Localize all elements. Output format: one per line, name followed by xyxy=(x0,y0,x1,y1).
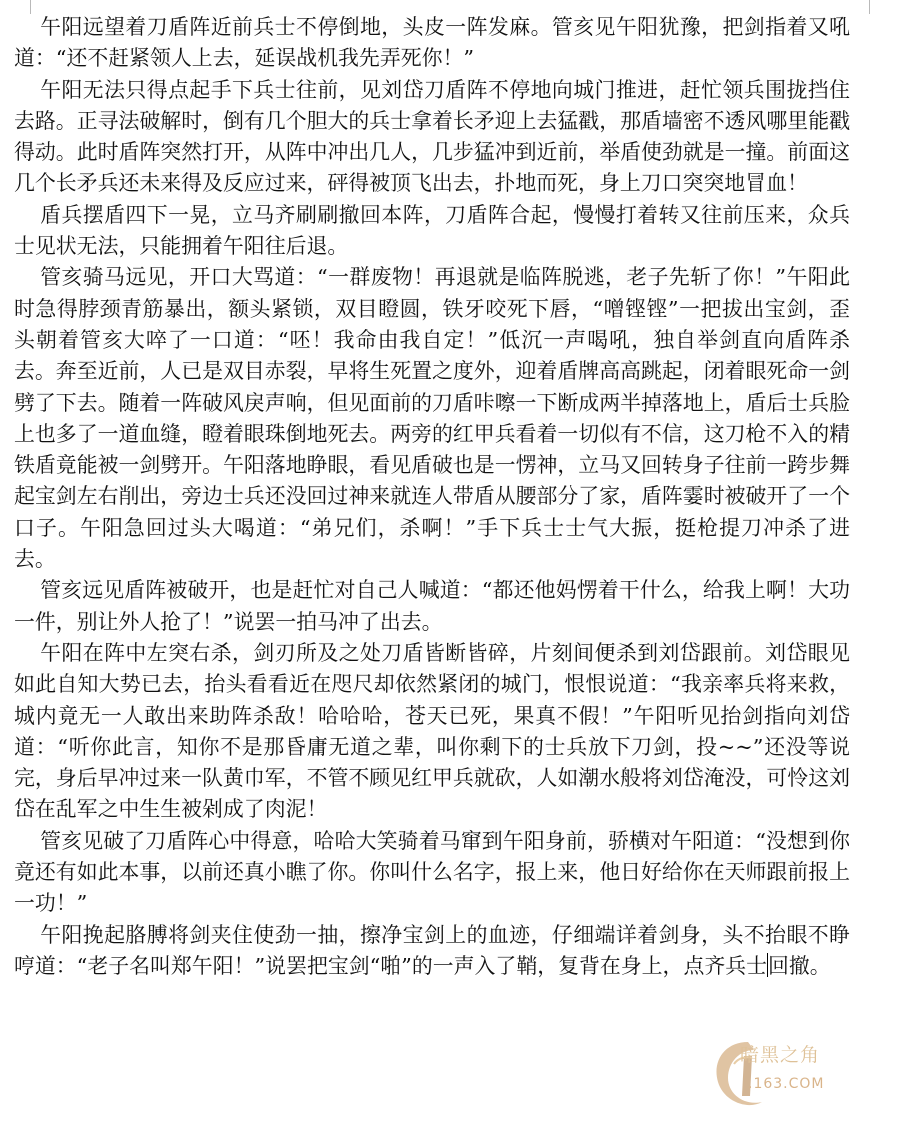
watermark xyxy=(704,1036,874,1116)
document-body[interactable] xyxy=(14,12,850,982)
paragraph-text-before-caret: 午阳挽起胳膊将剑夹住使劲一抽，擦净宝剑上的血迹，仔细端详着剑身，头不抬眼不睁哼道：“老子名叫郑午阳！”说罢把宝剑“啪”的一声入了鞘，复背在身上，点齐兵士 xyxy=(14,922,850,978)
paragraph[interactable]: 管亥骑马远见，开口大骂道：“一群废物！再退就是临阵脱逃，老子先斩了你！”午阳此时急得脖颈青筋暴出，额头紧锁，双目瞪圆，铁牙咬死下唇，“噌铿铿”一把拔出宝剑，歪头朝着管亥大啐了一口道：“呸！我命由我自定！”低沉一声喝吼，独自举剑直向盾阵杀去。奔至近前，人已是双目赤裂，早将生死置之度外，迎着盾牌高高跳起，闭着眼死命一剑劈了下去。随着一阵破风戾声响，但见面前的刀盾咔嚓一下断成两半掉落地上，盾后士兵脸上也多了一道血缝，瞪着眼珠倒地死去。两旁的红甲兵看着一切似有不信，这刀枪不入的精铁盾竟能被一剑劈开。午阳落地睁眼，看见盾破也是一愣神，立马又回转身子往前一跨步舞起宝剑左右削出，旁边士兵还没回过神来就连人带盾从腰部分了家，盾阵霎时被破开了一个口子。午阳急回过头大喝道：“弟兄们，杀啊！”手下兵士士气大振，挺枪提刀冲杀了进去。 xyxy=(14,265,850,572)
paragraph[interactable]: 午阳在阵中左突右杀，剑刃所及之处刀盾皆断皆碎，片刻间便杀到刘岱跟前。刘岱眼见如此自知大势已去，抬头看看近在咫尺却依然紧闭的城门，恨恨说道：“我亲率兵将来救，城内竟无一人敢出来助阵杀敌！哈哈哈，苍天已死，果真不假！”午阳听见抬剑指向刘岱道：“听你此言，知你不是那昏庸无道之辈，叫你剩下的士兵放下刀剑，投~~”还没等说完，身后早冲过来一队黄巾军，不管不顾见红甲兵就砍，人如潮水般将刘岱淹没，可怜这刘岱在乱军之中生生被剁成了肉泥！ xyxy=(14,640,850,822)
watermark-title: 暗黑之角 xyxy=(740,1044,821,1066)
paragraph[interactable]: 午阳远望着刀盾阵近前兵士不停倒地，头皮一阵发麻。管亥见午阳犹豫，把剑指着又吼道：“还不赶紧领人上去，延误战机我先弄死你！” xyxy=(14,15,850,71)
paragraph-text-after-caret: 回撤。 xyxy=(768,953,831,978)
paragraph[interactable]: 管亥远见盾阵被破开，也是赶忙对自己人喊道：“都还他妈愣着干什么，给我上啊！大功一件，别让外人抢了！”说罢一拍马冲了出去。 xyxy=(14,578,850,634)
paragraph[interactable]: 午阳无法只得点起手下兵士往前，见刘岱刀盾阵不停地向城门推进，赶忙领兵围拢挡住去路。正寻法破解时，倒有几个胆大的兵士拿着长矛迎上去猛戳，那盾墙密不透风哪里能戳得动。此时盾阵突然打开，从阵中冲出几人，几步猛冲到近前，举盾使劲就是一撞。前面这几个长矛兵还未来得及反应过来，砰得被顶飞出去，扑地而死，身上刀口突突地冒血！ xyxy=(14,77,850,196)
paragraph[interactable]: 盾兵摆盾四下一晃，立马齐刷刷撤回本阵，刀盾阵合起，慢慢打着转又往前压来，众兵士见状无法，只能拥着午阳往后退。 xyxy=(14,202,850,259)
watermark-domain: .163.COM xyxy=(748,1076,825,1092)
page-corner-mark-right xyxy=(869,0,900,14)
paragraph-last[interactable] xyxy=(14,920,850,983)
paragraph[interactable]: 管亥见破了刀盾阵心中得意，哈哈大笑骑着马窜到午阳身前，骄横对午阳道：“没想到你竟还有如此本事，以前还真小瞧了你。你叫什么名字，报上来，他日好给你在天师跟前报上一功！” xyxy=(14,828,850,916)
